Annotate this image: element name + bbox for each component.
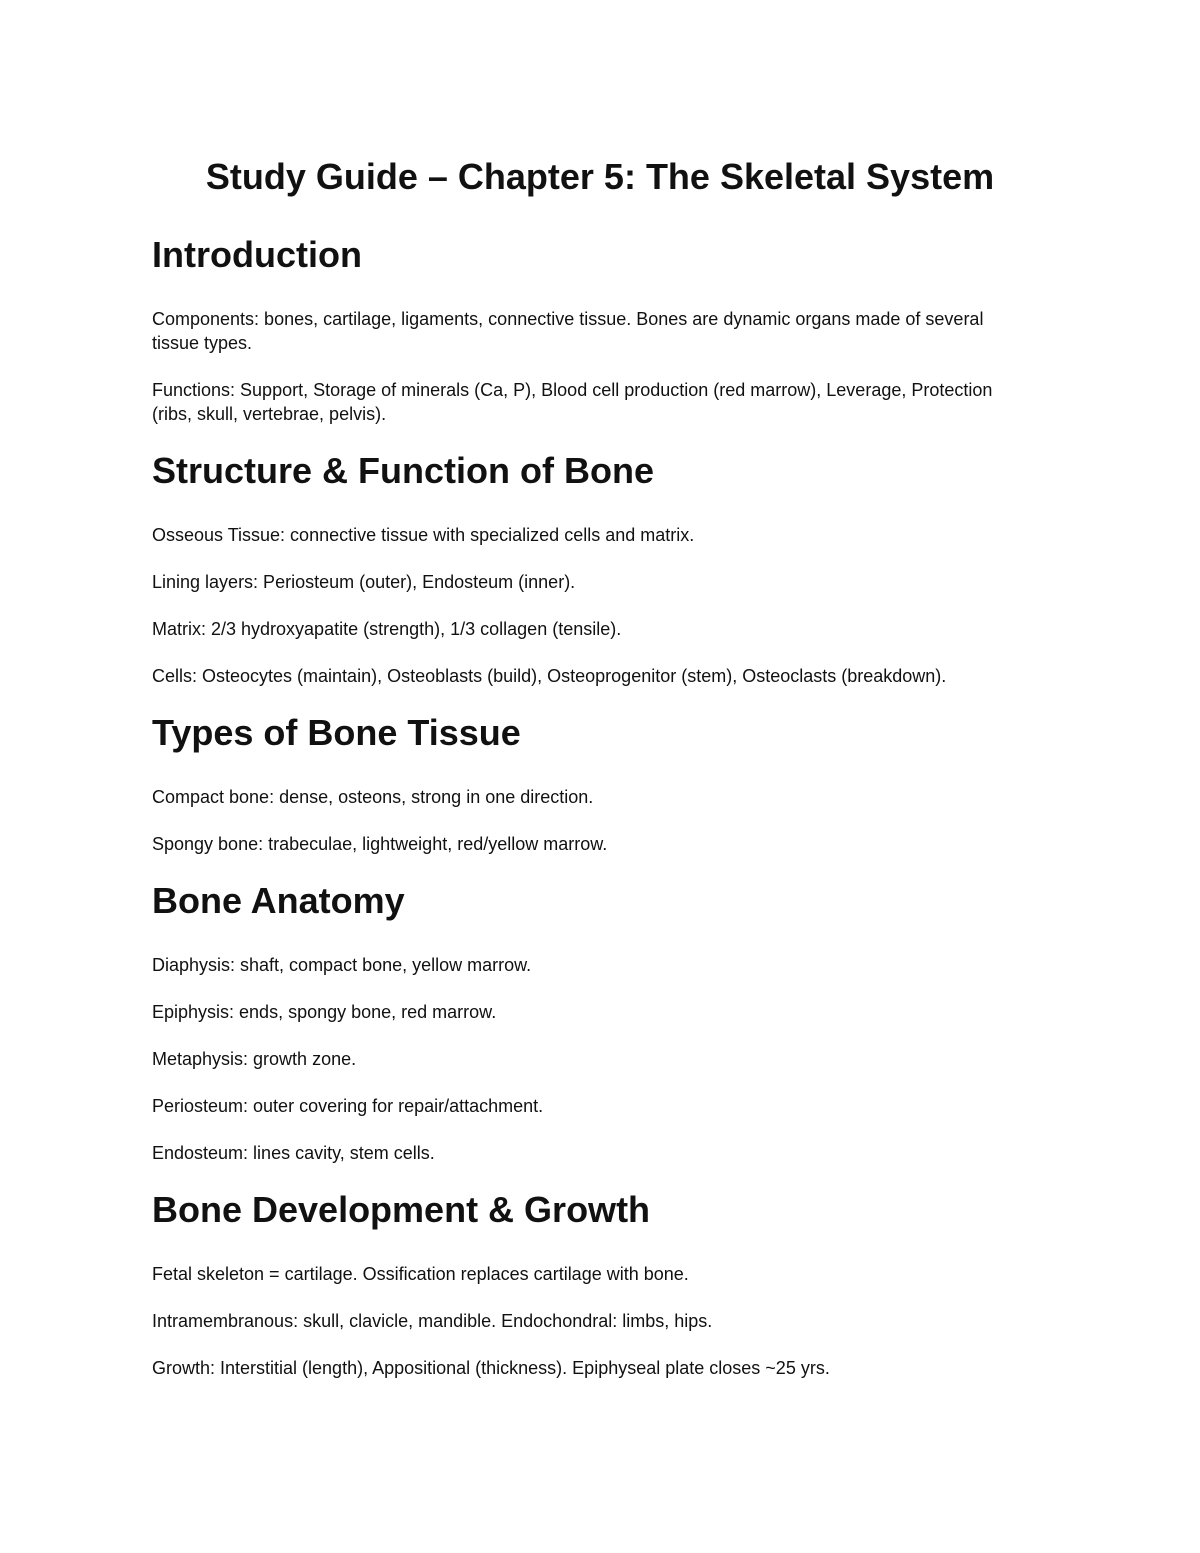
paragraph: Growth: Interstitial (length), Appositional (thickness). Epiphyseal plate closes ~25 yrs. xyxy=(152,1358,830,1378)
paragraph: Diaphysis: shaft, compact bone, yellow marrow. xyxy=(152,955,532,975)
section-heading: Types of Bone Tissue xyxy=(152,712,521,753)
paragraph: Endosteum: lines cavity, stem cells. xyxy=(152,1143,435,1163)
section-bone-development xyxy=(152,1188,1032,1380)
paragraph: Osseous Tissue: connective tissue with specialized cells and matrix. xyxy=(152,525,695,545)
paragraph: Compact bone: dense, osteons, strong in one direction. xyxy=(152,787,594,807)
paragraph: Lining layers: Periosteum (outer), Endosteum (inner). xyxy=(152,572,576,592)
paragraph: Cells: Osteocytes (maintain), Osteoblasts (build), Osteoprogenitor (stem), Osteoclasts (breakdown). xyxy=(152,666,947,686)
paragraph: Spongy bone: trabeculae, lightweight, red/yellow marrow. xyxy=(152,834,608,854)
section-types-bone-tissue xyxy=(152,711,1032,856)
paragraph: Functions: Support, Storage of minerals (Ca, P), Blood cell production (red marrow), Leverage, Protection (ribs, skull, vertebrae, pelvis). xyxy=(152,380,993,424)
paragraph: Metaphysis: growth zone. xyxy=(152,1049,357,1069)
section-heading: Bone Anatomy xyxy=(152,880,405,921)
section-heading: Introduction xyxy=(152,234,362,275)
paragraph: Components: bones, cartilage, ligaments, connective tissue. Bones are dynamic organs made of several tissue types. xyxy=(152,309,984,353)
section-structure-function xyxy=(152,449,1032,688)
section-heading: Bone Development & Growth xyxy=(152,1189,651,1230)
document-body xyxy=(152,233,1032,1403)
section-bone-anatomy xyxy=(152,879,1032,1165)
paragraph: Periosteum: outer covering for repair/attachment. xyxy=(152,1096,544,1116)
paragraph: Fetal skeleton = cartilage. Ossification replaces cartilage with bone. xyxy=(152,1264,689,1284)
paragraph: Intramembranous: skull, clavicle, mandible. Endochondral: limbs, hips. xyxy=(152,1311,713,1331)
section-introduction xyxy=(152,233,1032,426)
paragraph: Epiphysis: ends, spongy bone, red marrow. xyxy=(152,1002,497,1022)
paragraph: Matrix: 2/3 hydroxyapatite (strength), 1/3 collagen (tensile). xyxy=(152,619,622,639)
document-title: Study Guide – Chapter 5: The Skeletal System xyxy=(205,156,995,197)
section-heading: Structure & Function of Bone xyxy=(152,450,654,491)
